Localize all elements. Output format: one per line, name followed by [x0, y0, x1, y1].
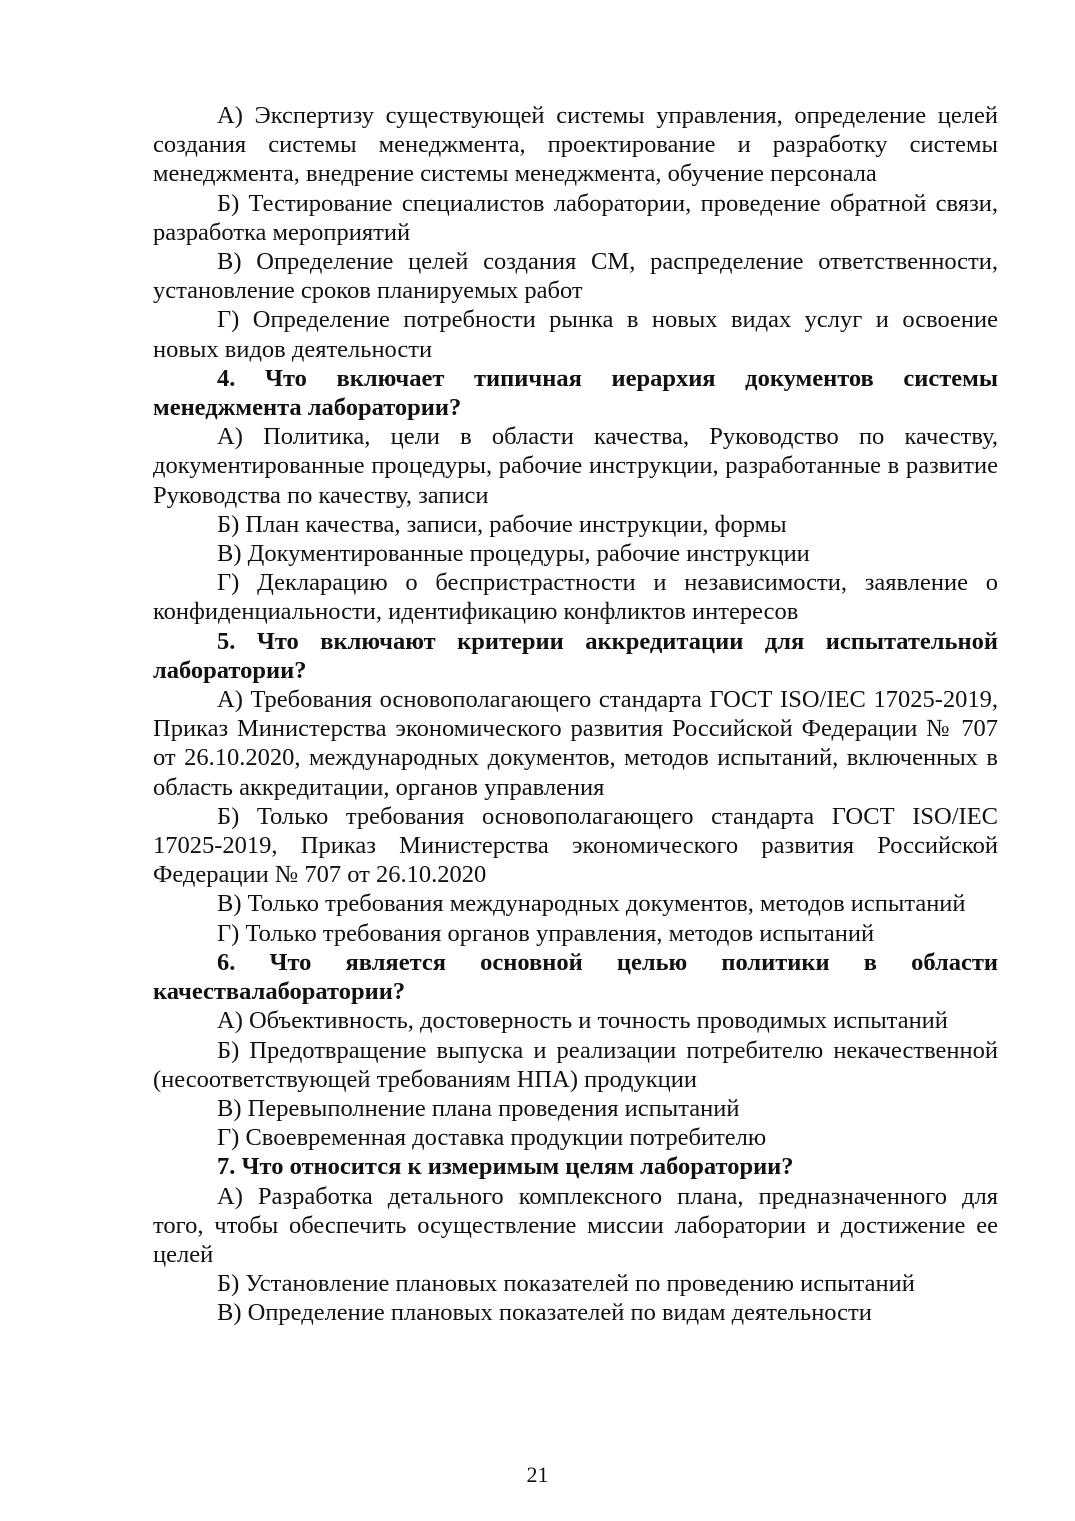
- answer-option: А) Экспертизу существующей системы управления, определение целей создания системы менеджмента, проектирование и разработку системы менеджмента, внедрение системы менеджмента, обучение персонала: [153, 102, 998, 188]
- answer-option: А) Политика, цели в области качества, Руководство по качеству, документированные процедуры, рабочие инструкции, разработанные в развитие Руководства по качеству, записи: [153, 423, 998, 509]
- answer-option: Г) Декларацию о беспристрастности и независимости, заявление о конфиденциальности, идентификацию конфликтов интересов: [153, 569, 998, 626]
- answer-option: Г) Только требования органов управления, методов испытаний: [217, 919, 875, 947]
- answer-option: Б) Только требования основополагающего стандарта ГОСТ ISO/IEC 17025-2019, Приказ Министерства экономического развития Российской Федерации № 707 от 26.10.2020: [153, 802, 998, 889]
- question-heading: 7. Что относится к измеримым целям лаборатории?: [217, 1153, 794, 1181]
- answer-option: А) Требования основополагающего стандарта ГОСТ ISO/IEC 17025-2019, Приказ Министерства экономического развития Российской Федерации № 707 от 26.10.2020, международных документов, методов испытаний, включенных в область аккредитации, органов управления: [153, 686, 998, 801]
- answer-option: В) Перевыполнение плана проведения испытаний: [217, 1094, 740, 1122]
- page-number: 21: [526, 1462, 549, 1487]
- answer-option: Б) Предотвращение выпуска и реализации потребителю некачественной (несоответствующей требованиям НПА) продукции: [153, 1036, 998, 1093]
- answer-option: Г) Своевременная доставка продукции потребителю: [217, 1124, 767, 1152]
- question-heading: 5. Что включают критерии аккредитации для испытательной лаборатории?: [153, 627, 998, 684]
- question-heading: 6. Что является основной целью политики в области качествалаборатории?: [153, 948, 998, 1006]
- document-page: [153, 101, 998, 1328]
- answer-option: А) Объективность, достоверность и точность проводимых испытаний: [217, 1007, 948, 1035]
- answer-option: В) Документированные процедуры, рабочие инструкции: [217, 540, 810, 568]
- answer-option: Г) Определение потребности рынка в новых видах услуг и освоение новых видов деятельности: [153, 306, 998, 363]
- answer-option: Б) Тестирование специалистов лаборатории, проведение обратной связи, разработка мероприятий: [153, 189, 998, 246]
- answer-option: В) Только требования международных документов, методов испытаний: [217, 890, 966, 918]
- answer-option: Б) План качества, записи, рабочие инструкции, формы: [217, 510, 787, 538]
- question-heading: 4. Что включает типичная иерархия документов системы менеджмента лаборатории?: [153, 364, 998, 422]
- answer-option: А) Разработка детального комплексного плана, предназначенного для того, чтобы обеспечить осуществление миссии лаборатории и достижение ее целей: [153, 1182, 998, 1268]
- answer-option: В) Определение плановых показателей по видам деятельности: [217, 1299, 872, 1327]
- answer-option: Б) Установление плановых показателей по проведению испытаний: [217, 1270, 915, 1298]
- answer-option: В) Определение целей создания СМ, распределение ответственности, установление сроков планируемых работ: [153, 248, 998, 305]
